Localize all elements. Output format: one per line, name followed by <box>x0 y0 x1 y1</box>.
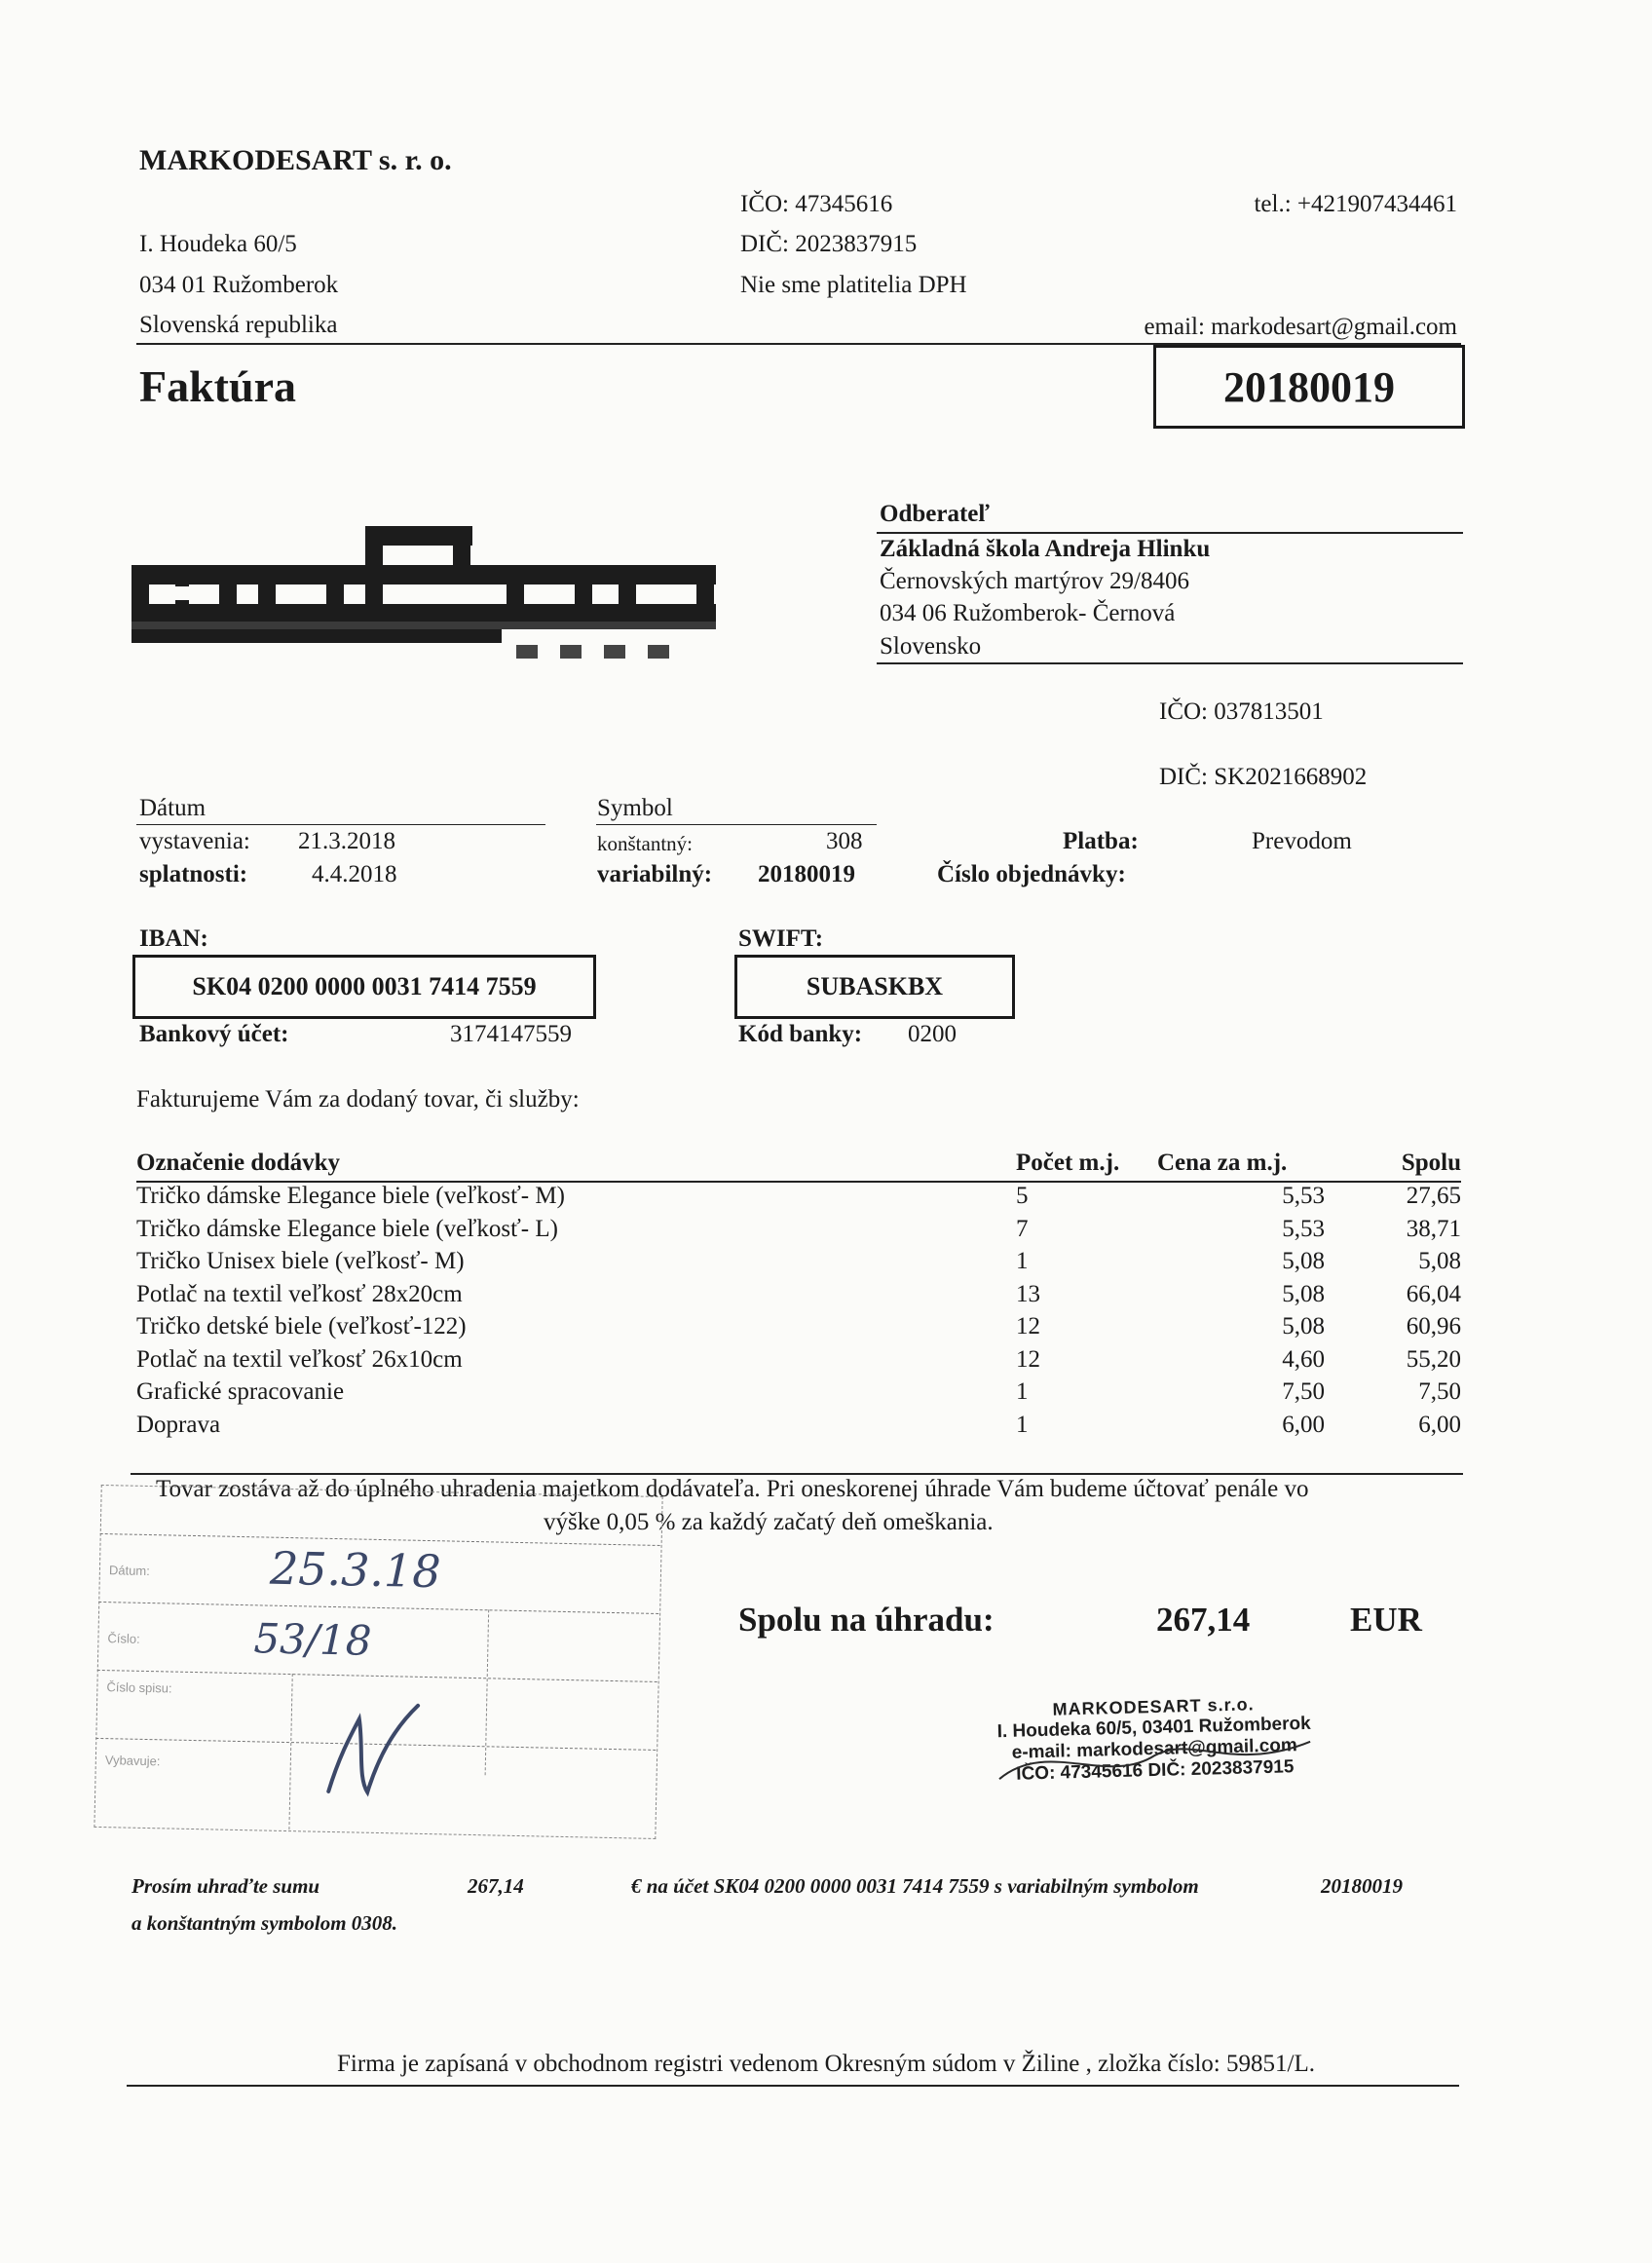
table-row <box>136 1248 1461 1281</box>
stamp-ids: IČO: 47345616 DIČ: 2023837915 <box>1016 1756 1295 1785</box>
stamp-field-label: Číslo: <box>107 1631 140 1646</box>
row-total: 66,04 <box>1406 1280 1461 1307</box>
stamp-email: e-mail: markodesart@gmail.com <box>1011 1735 1298 1763</box>
receipt-stamp <box>94 1485 665 1842</box>
payment-label: Platba: <box>1063 828 1139 854</box>
row-item: Grafické spracovanie <box>136 1378 345 1405</box>
footer-registration: Firma je zapísaná v obchodnom registri vedenom Okresným súdom v Žiline , zložka číslo: 59851/L. <box>337 2051 1315 2077</box>
var-symbol: 20180019 <box>758 861 855 887</box>
header-qty: Počet m.j. <box>1016 1150 1120 1176</box>
payment-method: Prevodom <box>1252 828 1352 854</box>
bank-account-label: Bankový účet: <box>139 1021 289 1047</box>
row-unit-price: 5,53 <box>1282 1183 1325 1209</box>
supplier-dic: DIČ: 2023837915 <box>740 231 918 257</box>
supplier-signature-icon <box>988 1713 1321 1799</box>
row-total: 7,50 <box>1418 1378 1461 1405</box>
row-item: Tričko detské biele (veľkosť-122) <box>136 1313 467 1339</box>
company-logo <box>131 526 726 662</box>
stamp-address: I. Houdeka 60/5, 03401 Ružomberok <box>996 1713 1311 1743</box>
customer-street: Černovských martýrov 29/8406 <box>880 568 1190 594</box>
header-total: Spolu <box>1401 1150 1461 1176</box>
supplier-country: Slovenská republika <box>139 312 338 338</box>
row-unit-price: 7,50 <box>1282 1378 1325 1405</box>
customer-top-rule <box>877 532 1463 534</box>
header-unit-price: Cena za m.j. <box>1157 1150 1288 1176</box>
row-qty: 12 <box>1016 1345 1040 1373</box>
customer-ico: IČO: 037813501 <box>1159 698 1324 725</box>
table-row <box>136 1183 1461 1216</box>
const-symbol-label: konštantný: <box>597 832 693 855</box>
row-qty: 1 <box>1016 1378 1029 1405</box>
total-label: Spolu na úhradu: <box>738 1601 995 1639</box>
dates-rule <box>136 824 545 825</box>
ownership-line-2: výške 0,05 % za každý začatý deň omeškania. <box>544 1509 994 1535</box>
stamp-company: MARKODESART s.r.o. <box>1052 1694 1255 1719</box>
table-row <box>136 1281 1461 1314</box>
pay-note-start: Prosím uhraďte sumu <box>131 1874 320 1898</box>
pay-note-line-2: a konštantným symbolom 0308. <box>131 1911 398 1935</box>
stamp-field-label: Vybavuje: <box>104 1753 161 1769</box>
row-unit-price: 5,53 <box>1282 1215 1325 1242</box>
bank-code: 0200 <box>908 1021 957 1047</box>
supplier-tel: tel.: +421907434461 <box>1254 191 1457 217</box>
stamp-date-handwritten: 25.3.18 <box>269 1541 442 1599</box>
total-amount: 267,14 <box>1156 1601 1251 1639</box>
ownership-line-1: Tovar zostáva až do úplného uhradenia majetkom dodávateľa. Pri oneskorenej úhrade Vám budeme účtovať penále vo <box>156 1476 1309 1502</box>
supplier-vat-note: Nie sme platitelia DPH <box>740 272 967 298</box>
header-item: Označenie dodávky <box>136 1150 341 1176</box>
row-total: 6,00 <box>1418 1411 1461 1438</box>
symbol-heading: Symbol <box>597 795 673 821</box>
supplier-stamp <box>949 1692 1360 1788</box>
table-row <box>136 1346 1461 1379</box>
stamp-field-label: Dátum: <box>108 1563 151 1579</box>
signature-icon <box>319 1699 437 1808</box>
row-item: Tričko Unisex biele (veľkosť- M) <box>136 1248 465 1274</box>
customer-dic: DIČ: SK2021668902 <box>1159 764 1368 790</box>
row-total: 27,65 <box>1406 1183 1461 1209</box>
var-symbol-label: variabilný: <box>597 861 713 887</box>
swift-box <box>734 955 1015 1019</box>
supplier-street: I. Houdeka 60/5 <box>139 231 297 257</box>
footer-rule <box>127 2085 1459 2087</box>
issued-label: vystavenia: <box>139 828 250 854</box>
table-row <box>136 1412 1461 1445</box>
symbol-rule <box>596 824 877 825</box>
due-date: 4.4.2018 <box>312 861 397 887</box>
iban-label: IBAN: <box>139 925 208 952</box>
row-unit-price: 6,00 <box>1282 1411 1325 1438</box>
row-total: 55,20 <box>1406 1345 1461 1373</box>
swift-value: SUBASKBX <box>806 972 944 1000</box>
supplier-ico: IČO: 47345616 <box>740 191 893 217</box>
items-table <box>136 1150 1461 1438</box>
row-item: Potlač na textil veľkosť 28x20cm <box>136 1280 463 1307</box>
pay-note-vs: 20180019 <box>1321 1874 1403 1898</box>
supplier-email: email: markodesart@gmail.com <box>1144 314 1457 340</box>
row-item: Tričko dámske Elegance biele (veľkosť- L) <box>136 1215 558 1242</box>
row-qty: 5 <box>1016 1183 1029 1209</box>
row-qty: 12 <box>1016 1313 1040 1339</box>
stamp-field-label: Číslo spisu: <box>106 1679 172 1696</box>
bank-code-label: Kód banky: <box>738 1021 863 1047</box>
row-qty: 7 <box>1016 1215 1029 1242</box>
iban-box <box>132 955 596 1019</box>
table-header <box>136 1150 1461 1181</box>
invoice-number: 20180019 <box>1223 362 1395 411</box>
row-total: 38,71 <box>1406 1215 1461 1242</box>
bank-account: 3174147559 <box>450 1021 572 1047</box>
issued-date: 21.3.2018 <box>298 828 395 854</box>
row-item: Doprava <box>136 1411 221 1438</box>
row-qty: 1 <box>1016 1411 1029 1438</box>
customer-city: 034 06 Ružomberok- Černová <box>880 600 1176 626</box>
customer-name: Základná škola Andreja Hlinku <box>880 536 1211 562</box>
customer-heading: Odberateľ <box>880 501 991 527</box>
stamp-number-handwritten: 53/18 <box>252 1614 373 1665</box>
row-total: 60,96 <box>1406 1313 1461 1339</box>
table-row <box>136 1378 1461 1412</box>
iban-value: SK04 0200 0000 0031 7414 7559 <box>192 972 537 1000</box>
table-row <box>136 1313 1461 1346</box>
swift-label: SWIFT: <box>738 925 824 952</box>
row-item: Potlač na textil veľkosť 26x10cm <box>136 1345 463 1373</box>
row-unit-price: 5,08 <box>1282 1313 1325 1339</box>
table-row <box>136 1216 1461 1249</box>
customer-country: Slovensko <box>880 633 982 660</box>
row-qty: 1 <box>1016 1248 1029 1274</box>
const-symbol: 308 <box>826 828 863 854</box>
row-unit-price: 4,60 <box>1282 1345 1325 1373</box>
logo-graphic <box>131 526 726 662</box>
order-number-label: Číslo objednávky: <box>937 861 1126 887</box>
dates-heading: Dátum <box>139 795 206 821</box>
due-label: splatnosti: <box>139 861 248 887</box>
row-qty: 13 <box>1016 1280 1040 1307</box>
invoice-number-box <box>1153 345 1465 429</box>
row-total: 5,08 <box>1418 1248 1461 1274</box>
row-unit-price: 5,08 <box>1282 1280 1325 1307</box>
row-item: Tričko dámske Elegance biele (veľkosť- M) <box>136 1183 565 1209</box>
supplier-city: 034 01 Ružomberok <box>139 272 339 298</box>
customer-bottom-rule <box>877 662 1463 664</box>
total-currency: EUR <box>1350 1601 1422 1639</box>
invoice-title: Faktúra <box>139 361 296 411</box>
ownership-rule <box>131 1473 1463 1475</box>
pay-note-account: € na účet SK04 0200 0000 0031 7414 7559 s variabilným symbolom <box>631 1874 1199 1898</box>
supplier-name: MARKODESART s. r. o. <box>139 144 452 176</box>
invoice-intro: Fakturujeme Vám za dodaný tovar, či služby: <box>136 1086 580 1113</box>
row-unit-price: 5,08 <box>1282 1248 1325 1274</box>
pay-note-amount: 267,14 <box>468 1874 524 1898</box>
